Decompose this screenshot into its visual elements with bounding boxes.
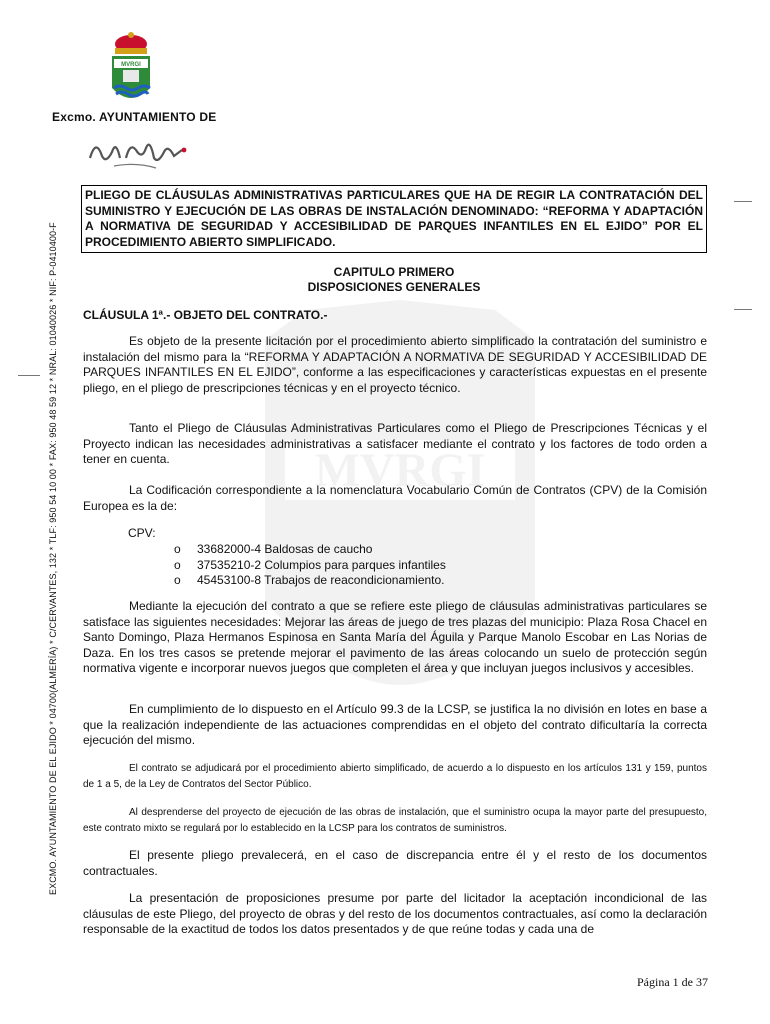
margin-mark bbox=[734, 201, 752, 202]
paragraph: Es objeto de la presente licitación por el procedimiento abierto simplificado la contratación del suministro e instalación del mismo para la “REFORMA Y ADAPTACIÓN A NORMATIVA DE SEGURIDAD Y ACCESIBILIDAD DE PARQUES INFANTILES EN EL EJIDO”, conforme a las especificaciones y características expuestas en el presente pliego, en el pliego de prescripciones técnicas y en el proyecto técnico. bbox=[83, 334, 707, 395]
margin-mark bbox=[734, 309, 752, 310]
list-item bbox=[174, 542, 446, 558]
paragraph: El presente pliego prevalecerá, en el caso de discrepancia entre él y el resto de los documentos contractuales. bbox=[83, 848, 707, 878]
cpv-code: 37535210-2 Columpios para parques infantiles bbox=[197, 557, 446, 572]
cpv-list bbox=[174, 542, 446, 589]
paragraph: La Codificación correspondiente a la nomenclatura Vocabulario Común de Contratos (CPV) de la Comisión Europea es la de: bbox=[83, 483, 707, 513]
document-title: PLIEGO DE CLÁUSULAS ADMINISTRATIVAS PARTICULARES QUE HA DE REGIR LA CONTRATACIÓN DEL SUMINISTRO Y EJECUCIÓN DE LAS OBRAS DE INSTALACIÓN DENOMINADO: “REFORMA Y ADAPTACIÓN A NORMATIVA DE SEGURIDAD Y ACCESIBILIDAD DE PARQUES INFANTILES EN EL EJIDO” POR EL PROCEDIMIENTO ABIERTO SIMPLIFICADO. bbox=[81, 185, 707, 253]
svg-text:MVRGI: MVRGI bbox=[314, 444, 486, 497]
chapter-title: DISPOSICIONES GENERALES bbox=[307, 280, 481, 294]
clause-title: CLÁUSULA 1ª.- OBJETO DEL CONTRATO.- bbox=[83, 308, 328, 322]
list-item bbox=[174, 558, 446, 574]
bullet: o bbox=[174, 542, 181, 556]
paragraph: En cumplimiento de lo dispuesto en el Artículo 99.3 de la LCSP, se justifica la no división en lotes en base a que la realización independiente de las actuaciones comprendidas en el objeto del contrato dificultaría la correcta ejecución del mismo. bbox=[83, 702, 707, 748]
signature-logo bbox=[86, 128, 196, 170]
bullet: o bbox=[174, 557, 181, 572]
page-number: Página 1 de 37 bbox=[637, 975, 708, 989]
paragraph: Tanto el Pliego de Cláusulas Administrativas Particulares como el Pliego de Prescripciones Técnicas y el Proyecto indican las necesidades administrativas a satisfacer mediante el contrato y los factores de todo orden a tener en cuenta. bbox=[83, 421, 707, 467]
paragraph: Al desprenderse del proyecto de ejecución de las obras de instalación, que el suministro ocupa la mayor parte del presupuesto, este contrato mixto se regulará por lo establecido en la LCSP para los contratos de suministros. bbox=[83, 807, 707, 834]
paragraph: Mediante la ejecución del contrato a que se refiere este pliego de cláusulas administrativas particulares se satisface las siguientes necesidades: Mejorar las áreas de juego de tres plazas del municipio: Plaza Rosa Chacel en Santo Domingo, Plaza Hermanos Espinosa en Santa María del Águila y Parque Manolo Escobar en Las Norias de Daza. En los tres casos se pretende mejorar el pavimento de las áreas colocando un suelo de protección según normativa vigente e incorporar nuevos juegos que completen el área y que incluyan juegos inclusivos y accesibles. bbox=[83, 599, 707, 676]
coat-of-arms-logo bbox=[106, 30, 156, 110]
cpv-code: 45453100-8 Trabajos de reacondicionamiento. bbox=[197, 573, 445, 587]
list-item bbox=[174, 573, 446, 589]
cpv-code: 33682000-4 Baldosas de caucho bbox=[197, 542, 373, 556]
chapter-number: CAPITULO PRIMERO bbox=[333, 265, 455, 279]
bullet: o bbox=[174, 573, 181, 587]
cpv-label: CPV: bbox=[128, 526, 156, 540]
margin-mark bbox=[18, 375, 40, 376]
organization-name: Excmo. AYUNTAMIENTO DE bbox=[52, 110, 217, 124]
paragraph: La presentación de proposiciones presume por parte del licitador la aceptación incondicional de las cláusulas de este Pliego, del proyecto de obras y del resto de los documentos contractuales, así como la declaración responsable de la exactitud de todos los datos presentados y de que reúne todas y cada una de bbox=[83, 891, 707, 937]
svg-text:MVRGI: MVRGI bbox=[121, 62, 141, 68]
sidebar-address: EXCMO. AYUNTAMIENTO DE EL EJIDO * 04700(ALMERÍA) * C/CERVANTES, 132 * TLF: 950 54 10 00 * FAX: 950 48 59 12 * NRAL: 01040026 * NIF: P-0410400-F bbox=[48, 222, 58, 895]
paragraph: El contrato se adjudicará por el procedimiento abierto simplificado, de acuerdo a lo dispuesto en los artículos 131 y 159, puntos de 1 a 5, de la Ley de Contratos del Sector Público. bbox=[83, 763, 707, 790]
